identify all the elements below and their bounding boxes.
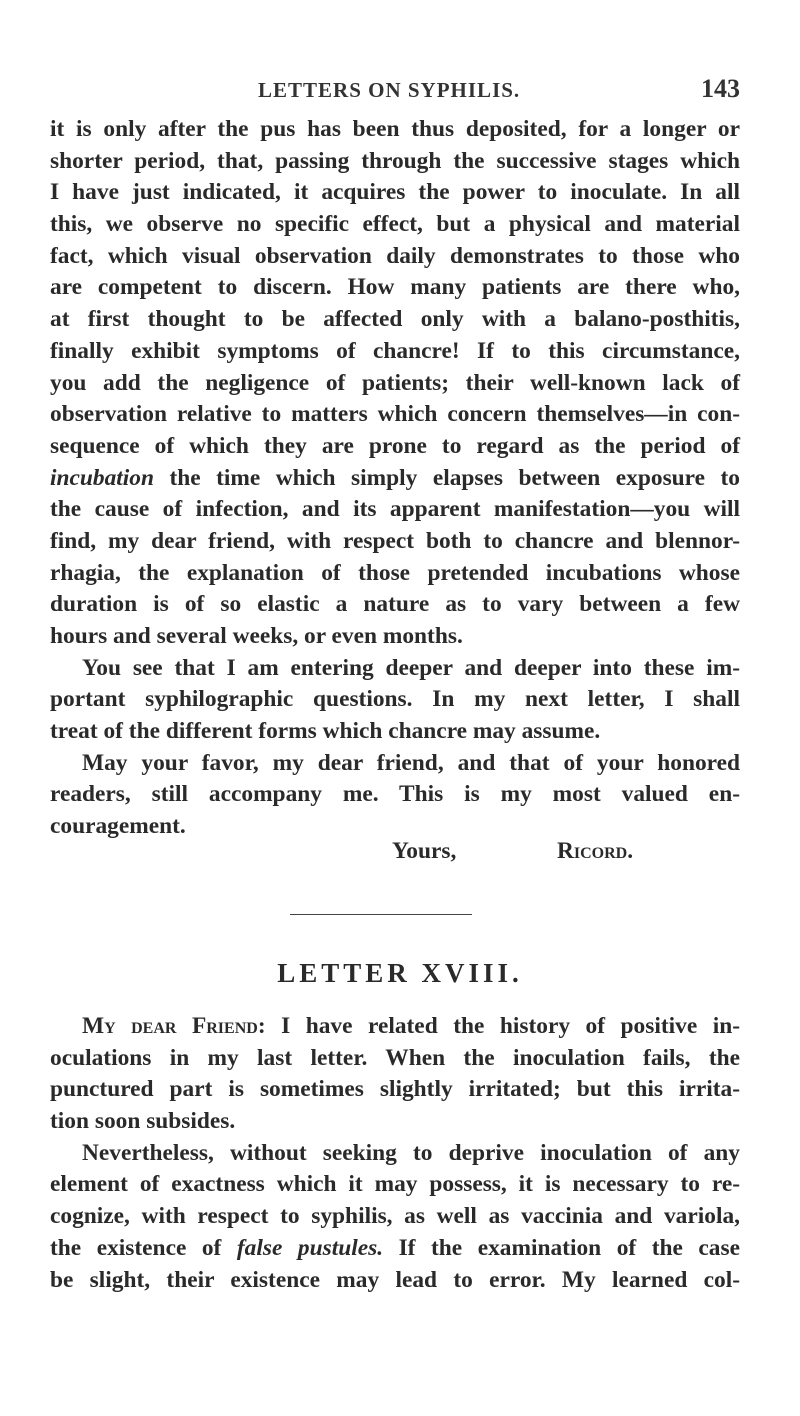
text-line: portant syphilographic questions. In my next letter, I shall <box>50 686 740 713</box>
salutation: My dear Friend: <box>82 1013 266 1039</box>
text-line: hours and several weeks, or even months. <box>50 623 463 649</box>
text-line: I have just indicated, it acquires the power to inoculate. In all <box>50 179 740 206</box>
text-line: at first thought to be affected only with a balano-posthitis, <box>50 306 740 333</box>
text-line: this, we observe no specific effect, but a physical and material <box>50 211 740 238</box>
text-line: the cause of infection, and its apparent manifestation—you will <box>50 496 740 523</box>
author-name: Ricord. <box>557 838 634 864</box>
text-line: readers, still accompany me. This is my most valued en- <box>50 781 740 808</box>
text-line: are competent to discern. How many patients are there who, <box>50 274 740 301</box>
text-line: couragement. <box>50 813 186 840</box>
text-line: find, my dear friend, with respect both to chancre and blennor- <box>50 527 740 554</box>
text-line: punctured part is sometimes slightly irritated; but this irrita- <box>50 1076 740 1103</box>
closing: Yours, <box>392 838 457 864</box>
text-line: observation relative to matters which concern themselves—in con- <box>50 401 740 428</box>
text-run: If the examination of the case <box>383 1234 740 1261</box>
running-title: LETTERS ON SYPHILIS. <box>258 78 521 102</box>
text-line: You see that I am entering deeper and deeper into these im- <box>82 654 740 681</box>
letter-18-body <box>50 1011 740 1296</box>
text-line: it is only after the pus has been thus deposited, for a longer or <box>50 116 740 142</box>
text-line-salutation <box>50 1011 740 1043</box>
text-line: cognize, with respect to syphilis, as well as vaccinia and variola, <box>50 1203 740 1230</box>
text-line: shorter period, that, passing through the successive stages which <box>50 147 740 174</box>
text-run: the time which simply elapses between exposure to <box>154 464 740 491</box>
page-number: 143 <box>701 74 740 103</box>
text-line: treat of the different forms which chancre may assume. <box>50 718 601 745</box>
text-run: I have related the history of positive in- <box>265 1013 740 1039</box>
letter-17-conclusion <box>50 114 740 843</box>
text-line: oculations in my last letter. When the inoculation fails, the <box>50 1044 740 1071</box>
text-line: duration is of so elastic a nature as to vary between a few <box>50 591 740 618</box>
text-run: the existence of <box>50 1234 237 1261</box>
text-line: Nevertheless, without seeking to deprive inoculation of any <box>82 1139 740 1166</box>
text-line-incubation <box>50 463 740 495</box>
text-line: tion soon subsides. <box>50 1108 236 1135</box>
text-line-false-pustules <box>50 1233 740 1265</box>
italic-term: incubation <box>50 464 154 491</box>
text-line: finally exhibit symptoms of chancre! If to this circumstance, <box>50 337 740 364</box>
text-line: you add the negligence of patients; their well-known lack of <box>50 369 740 396</box>
text-line: May your favor, my dear friend, and that of your honored <box>82 749 740 776</box>
italic-term: false pustules. <box>236 1234 384 1261</box>
text-line: rhagia, the explanation of those pretended incubations whose <box>50 559 740 586</box>
text-line: element of exactness which it may possess, it is necessary to re- <box>50 1171 740 1198</box>
text-line: sequence of which they are prone to regard as the period of <box>50 432 740 459</box>
section-divider <box>290 914 472 915</box>
text-line: fact, which visual observation daily demonstrates to those who <box>50 242 740 269</box>
letter-heading: LETTER XVIII. <box>277 958 523 988</box>
signature-block <box>0 838 800 872</box>
text-line: be slight, their existence may lead to error. My learned col- <box>50 1266 740 1293</box>
